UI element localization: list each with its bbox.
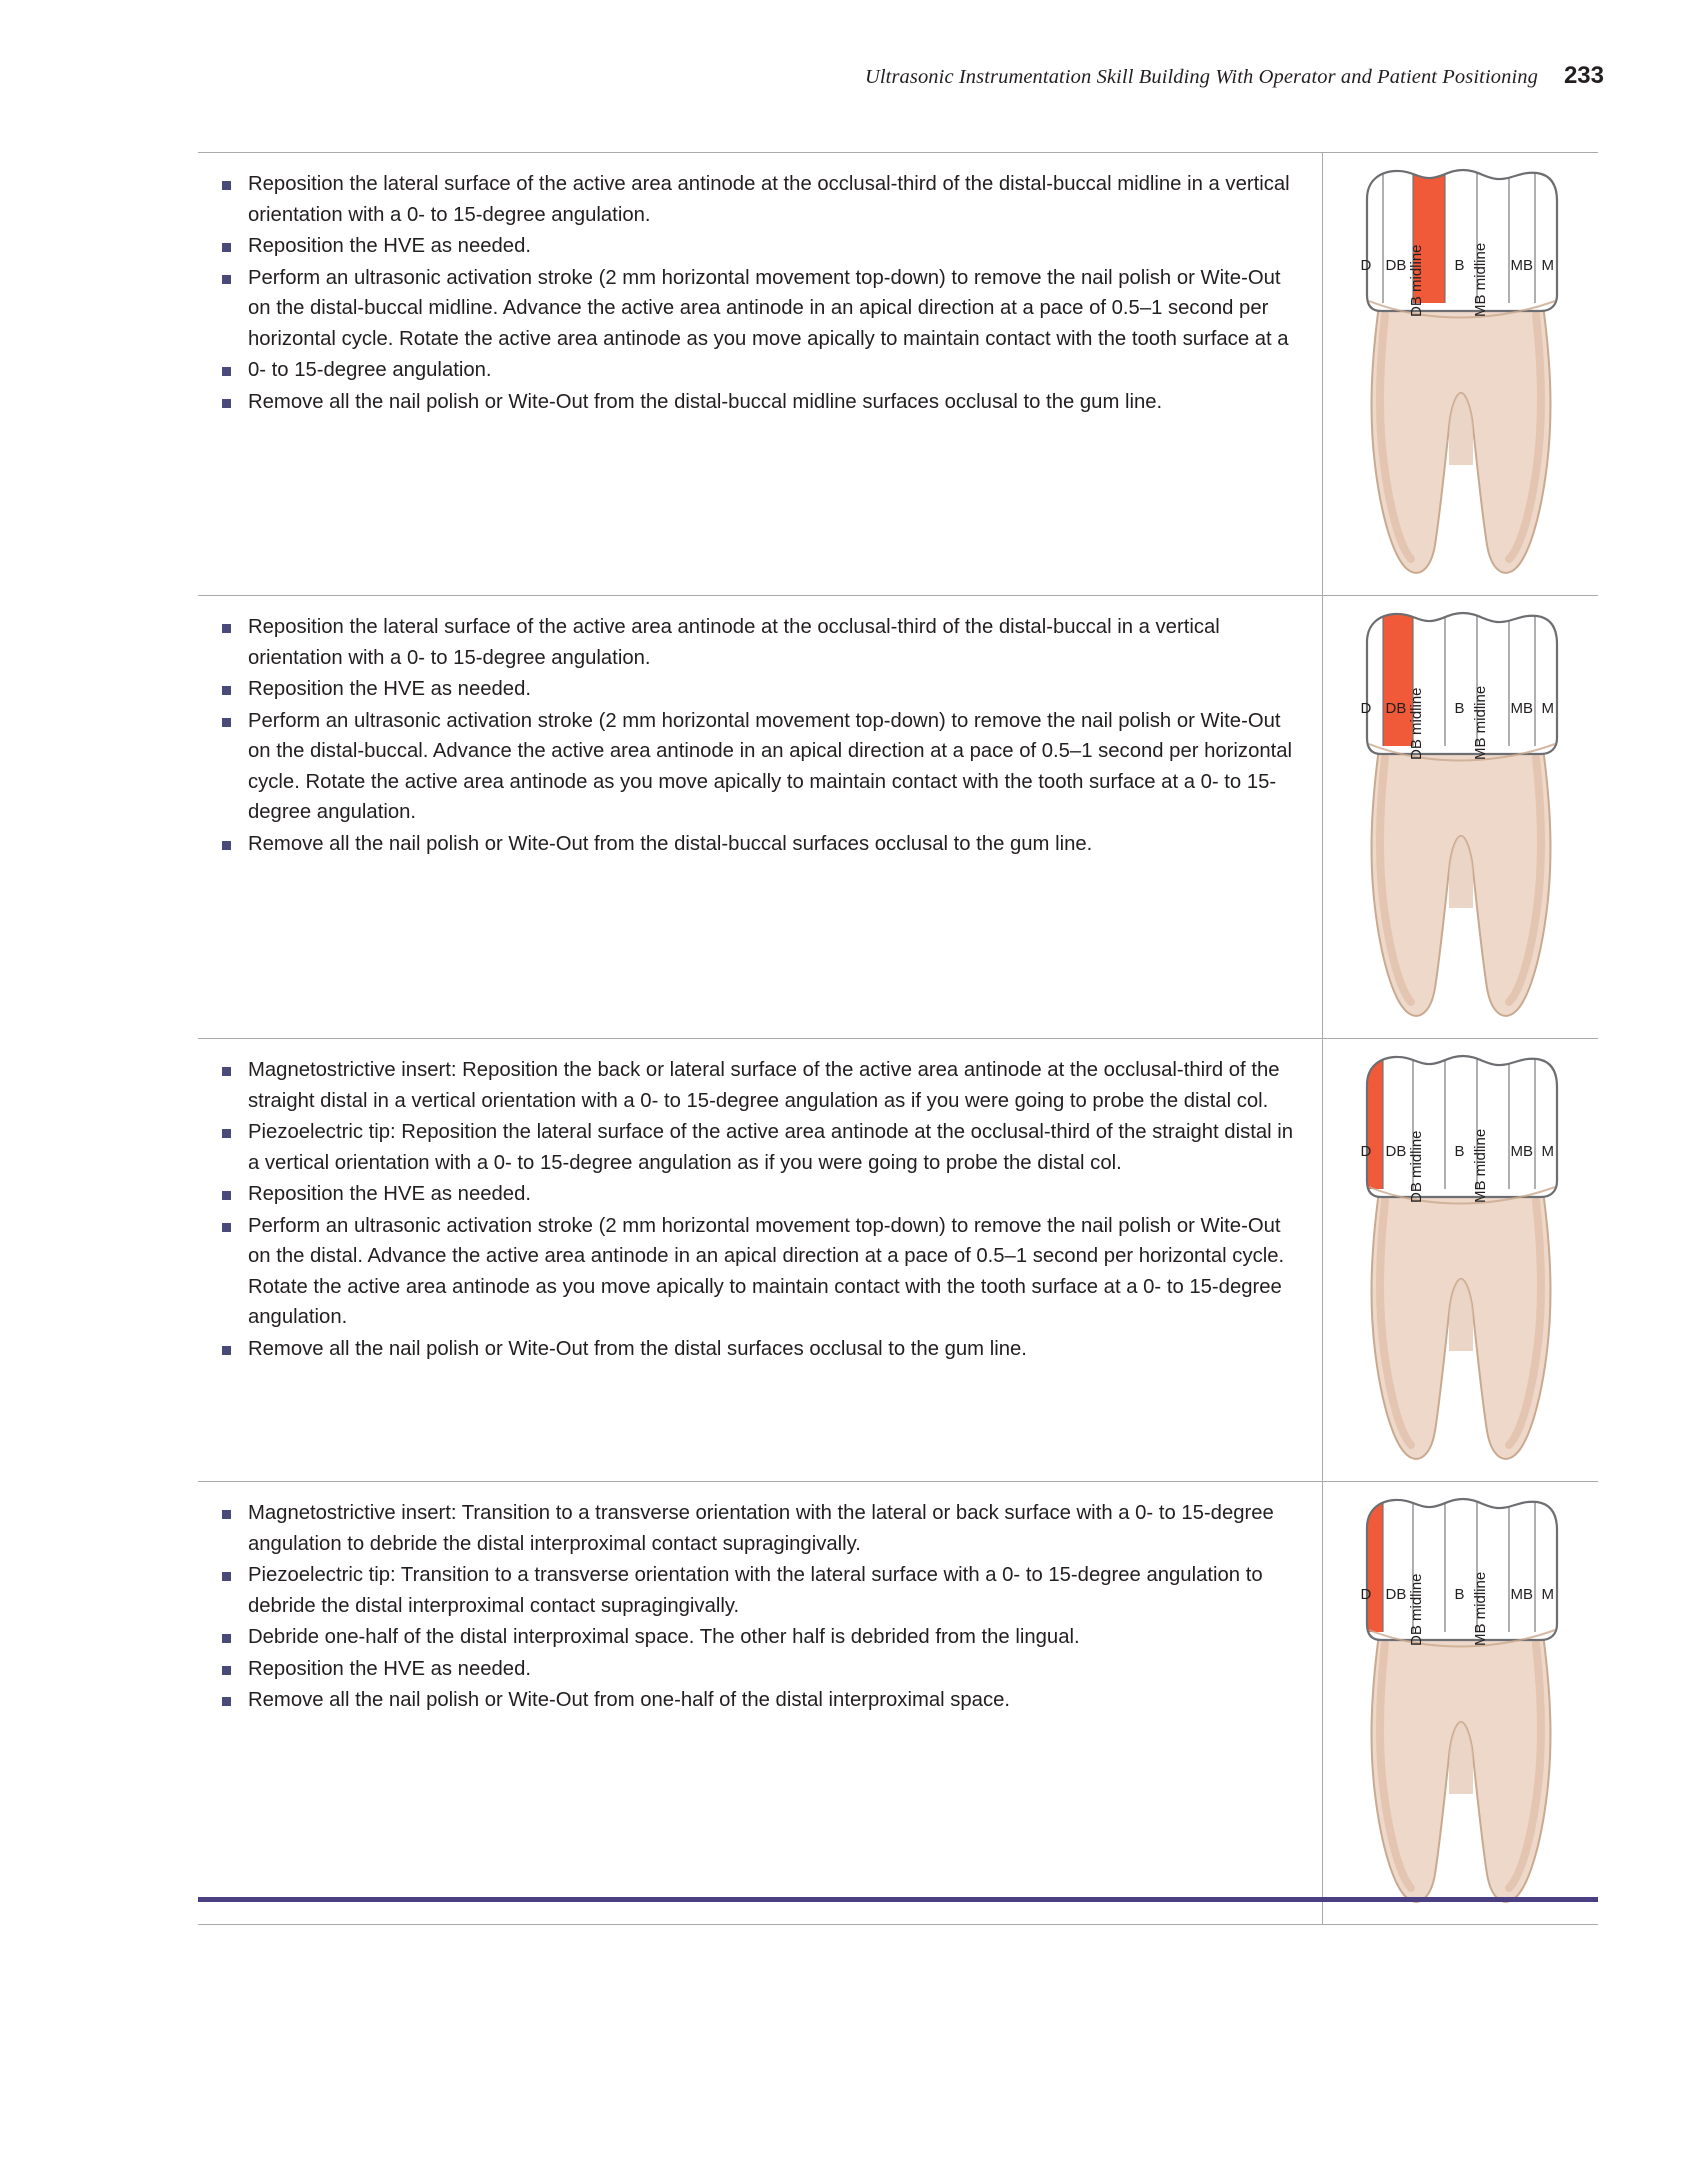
tooth-label-db: DB [1385,700,1407,717]
step-item: Perform an ultrasonic activation stroke (2 mm horizontal movement top-down) to remove the nail polish or Wite-Out on the distal. Advance the active area antinode in an apical direction at a pace of 0.5–1 second per horizontal cycle. Rotate the active area antinode as you move apically to maintain contact with the tooth surface at a 0- to 15-degree angulation. [206,1211,1296,1333]
tooth-label-mb-midline: MB midline [1471,1128,1489,1203]
step-list-cell [198,1039,1322,1481]
step-list [206,1498,1296,1716]
step-list-cell [198,1482,1322,1924]
tooth-label-m: M [1541,1143,1554,1160]
step-list [206,1055,1296,1364]
tooth-label-mb-midline: MB midline [1471,1571,1489,1646]
step-list [206,612,1296,859]
page-number: 233 [1563,62,1604,89]
tooth-label-db: DB [1385,257,1407,274]
tooth-diagram [1345,1051,1577,1481]
running-head-title: Ultrasonic Instrumentation Skill Building With Operator and Patient Positioning [864,66,1538,88]
tooth-diagram [1345,1494,1577,1924]
tooth-label-db-midline: DB midline [1407,1573,1425,1646]
step-item: Debride one-half of the distal interproximal space. The other half is debrided from the lingual. [206,1622,1296,1653]
tooth-label-b: B [1454,1143,1465,1160]
table-row [198,1039,1598,1481]
tooth-label-d: D [1360,1143,1372,1160]
tooth-label-d: D [1360,257,1372,274]
tooth-label-mb: MB [1510,257,1533,274]
table-rule [198,1924,1598,1925]
tooth-label-db-midline: DB midline [1407,1130,1425,1203]
step-item: Reposition the HVE as needed. [206,231,1296,262]
step-item: Piezoelectric tip: Reposition the lateral surface of the active area antinode at the occlusal-third of the straight distal in a vertical orientation with a 0- to 15-degree angulation as if you were going to probe the distal col. [206,1117,1296,1178]
tooth-label-m: M [1541,1586,1554,1603]
table-row [198,153,1598,595]
step-list-cell [198,596,1322,1038]
step-item: Reposition the HVE as needed. [206,1654,1296,1685]
bottom-rule [198,1897,1598,1902]
tooth-label-m: M [1541,700,1554,717]
tooth-label-db-midline: DB midline [1407,687,1425,760]
step-item: Magnetostrictive insert: Reposition the back or lateral surface of the active area antinode at the occlusal-third of the straight distal in a vertical orientation with a 0- to 15-degree angulation as if you were going to probe the distal col. [206,1055,1296,1116]
tooth-label-mb: MB [1510,1586,1533,1603]
procedure-table [198,152,1598,1925]
table-row [198,1482,1598,1924]
step-item: Remove all the nail polish or Wite-Out from the distal-buccal surfaces occlusal to the gum line. [206,829,1296,860]
figure-cell [1322,153,1598,595]
table-row [198,596,1598,1038]
tooth-label-mb-midline: MB midline [1471,242,1489,317]
step-item: Piezoelectric tip: Transition to a transverse orientation with the lateral surface with a 0- to 15-degree angulation to debride the distal interproximal contact supragingivally. [206,1560,1296,1621]
step-list [206,169,1296,417]
step-item: Remove all the nail polish or Wite-Out from the distal surfaces occlusal to the gum line. [206,1334,1296,1365]
step-item: Reposition the HVE as needed. [206,674,1296,705]
tooth-diagram [1345,165,1577,595]
tooth-label-mb-midline: MB midline [1471,685,1489,760]
running-head [0,62,1604,90]
figure-cell [1322,1482,1598,1924]
step-item: Perform an ultrasonic activation stroke (2 mm horizontal movement top-down) to remove the nail polish or Wite-Out on the distal-buccal. Advance the active area antinode in an apical direction at a pace of 0.5–1 second per horizontal cycle. Rotate the active area antinode as you move apically to maintain contact with the tooth surface at a 0- to 15-degree angulation. [206,706,1296,828]
tooth-label-b: B [1454,1586,1465,1603]
tooth-diagram [1345,608,1577,1038]
step-list-cell [198,153,1322,595]
tooth-label-mb: MB [1510,1143,1533,1160]
step-item: Magnetostrictive insert: Transition to a transverse orientation with the lateral or back surface with a 0- to 15-degree angulation to debride the distal interproximal contact supragingivally. [206,1498,1296,1559]
tooth-label-d: D [1360,700,1372,717]
tooth-label-d: D [1360,1586,1372,1603]
step-item: Reposition the lateral surface of the active area antinode at the occlusal-third of the distal-buccal in a vertical orientation with a 0- to 15-degree angulation. [206,612,1296,673]
figure-cell [1322,596,1598,1038]
step-item: Reposition the lateral surface of the active area antinode at the occlusal-third of the distal-buccal midline in a vertical orientation with a 0- to 15-degree angulation. [206,169,1296,230]
step-item: Remove all the nail polish or Wite-Out from one-half of the distal interproximal space. [206,1685,1296,1716]
tooth-label-db: DB [1385,1586,1407,1603]
tooth-label-db-midline: DB midline [1407,244,1425,317]
tooth-label-m: M [1541,257,1554,274]
step-item: Reposition the HVE as needed. [206,1179,1296,1210]
step-item: Perform an ultrasonic activation stroke (2 mm horizontal movement top-down) to remove the nail polish or Wite-Out on the distal-buccal midline. Advance the active area antinode in an apical direction at a pace of 0.5–1 second per horizontal cycle. Rotate the active area antinode as you move apically to maintain contact with the tooth surface at a [206,263,1296,355]
tooth-label-b: B [1454,257,1465,274]
tooth-label-b: B [1454,700,1465,717]
step-item: 0- to 15-degree angulation. [206,355,1296,386]
tooth-label-mb: MB [1510,700,1533,717]
figure-cell [1322,1039,1598,1481]
tooth-label-db: DB [1385,1143,1407,1160]
step-item: Remove all the nail polish or Wite-Out from the distal-buccal midline surfaces occlusal to the gum line. [206,387,1296,418]
